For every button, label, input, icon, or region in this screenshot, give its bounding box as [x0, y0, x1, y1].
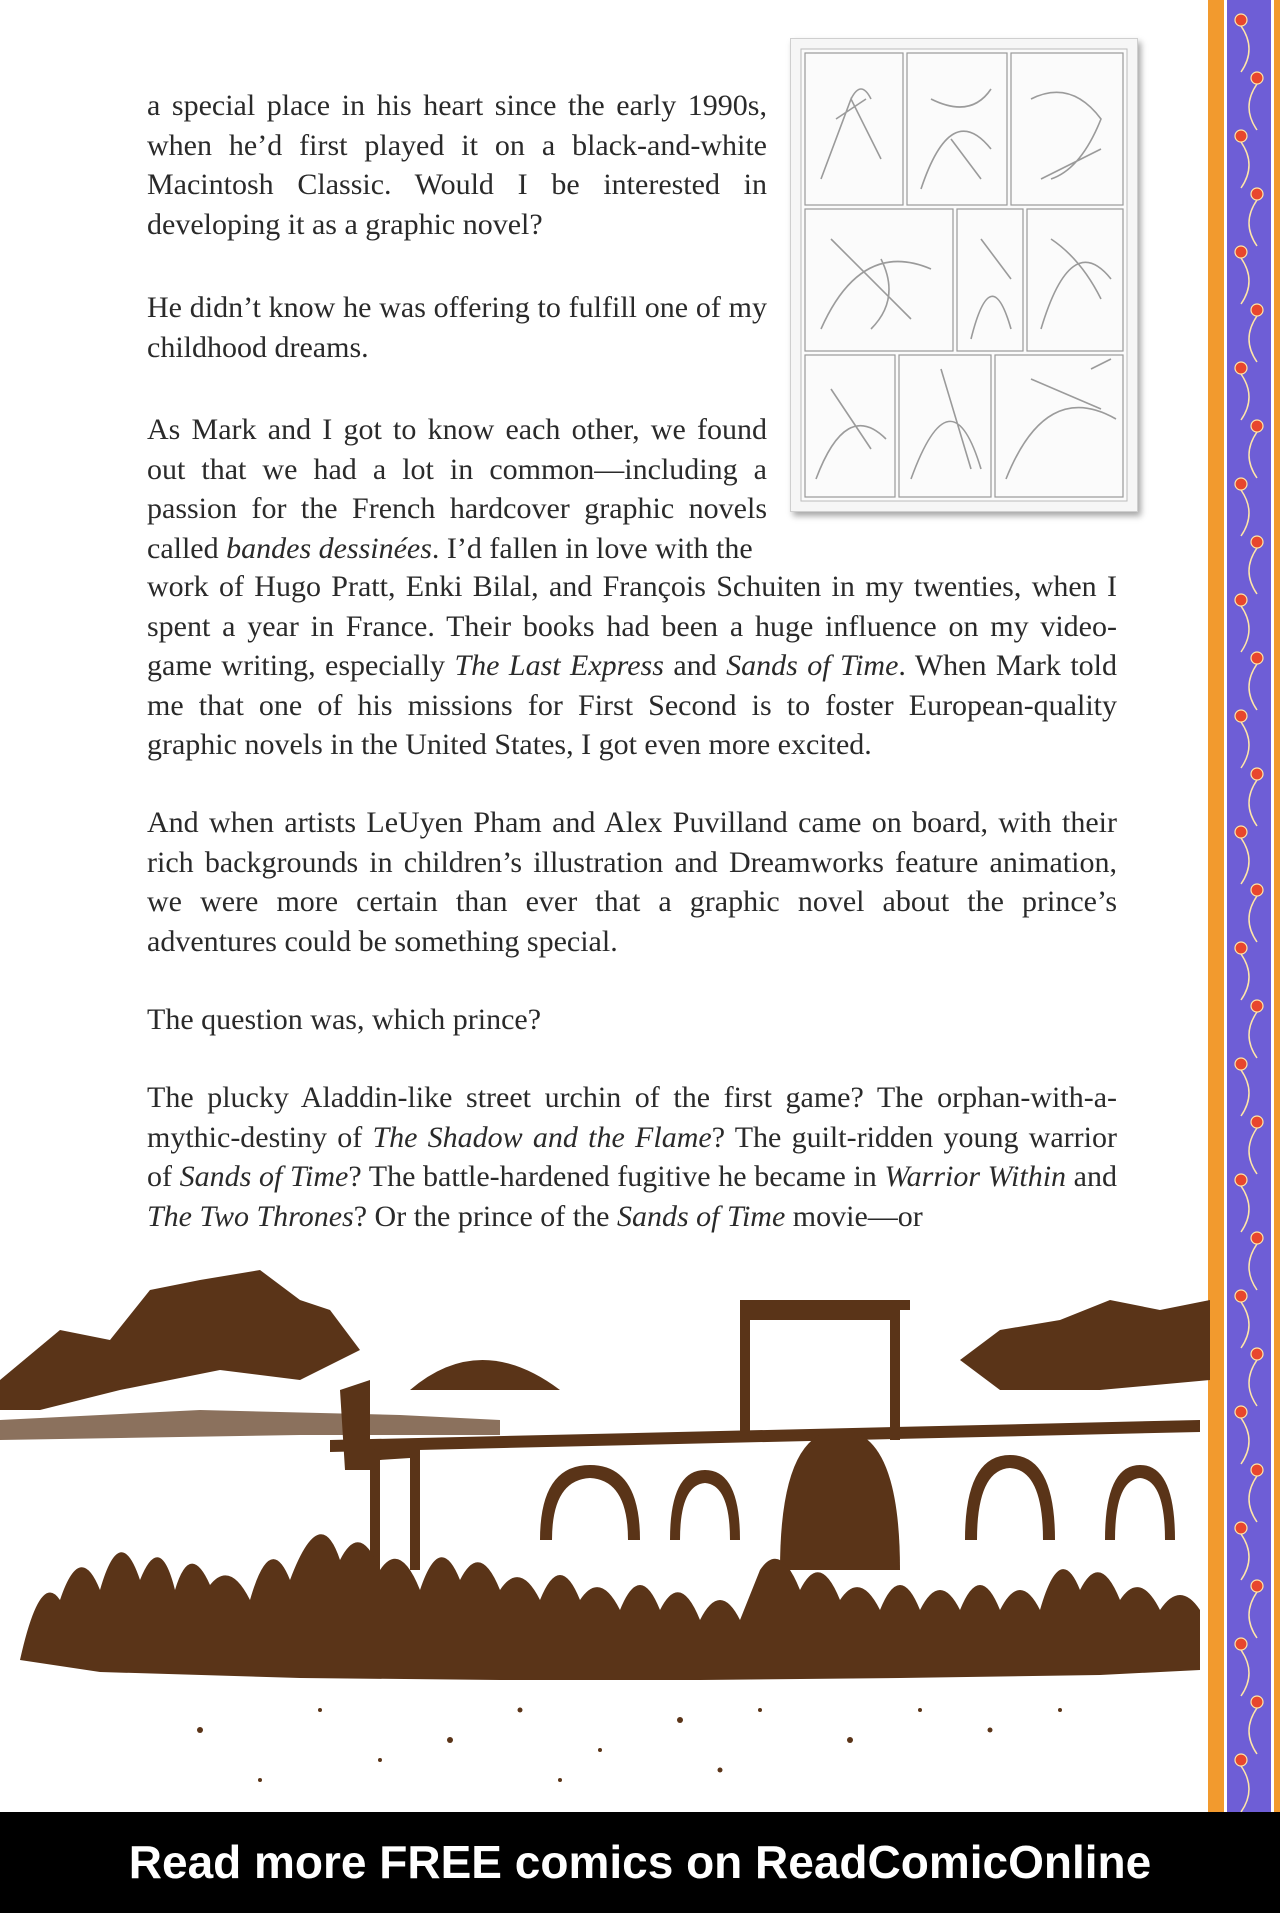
border-flower	[1235, 130, 1247, 142]
border-vine	[1241, 1418, 1249, 1464]
paragraph-6-italic-5: Sands of Time	[616, 1199, 786, 1233]
border-vine	[1241, 1302, 1249, 1348]
paragraph-6-text-b: ? The guilt-ridden young warrior of	[147, 1120, 1117, 1193]
border-vine	[1249, 664, 1257, 710]
border-flower	[1235, 1290, 1247, 1302]
border-flower	[1251, 188, 1263, 200]
border-flower	[1235, 826, 1247, 838]
paragraph-1: a special place in his heart since the early 1990s, when he’d first played it on a black-and-white Macintosh Classic. Would I be interested in developing it as a graphic novel?	[147, 89, 767, 241]
paragraph-2: He didn’t know he was offering to fulfill one of my childhood dreams.	[147, 291, 767, 364]
border-vine	[1249, 316, 1257, 362]
border-flower	[1251, 1464, 1263, 1476]
border-vine	[1249, 1708, 1257, 1754]
border-vine	[1241, 954, 1249, 1000]
border-flower	[1251, 1116, 1263, 1128]
ink-landscape-illustration	[0, 1240, 1210, 1812]
paragraph-6-italic-1: The Shadow and the Flame	[372, 1120, 712, 1154]
border-flower	[1251, 1348, 1263, 1360]
border-vine	[1249, 548, 1257, 594]
paragraph-6-text-f: movie—or	[785, 1199, 923, 1233]
paragraph-4: And when artists LeUyen Pham and Alex Puvilland came on board, with their rich backgrounds in children’s illustration and Dreamworks feature animation, we were more certain than ever that a graphic novel about the prince’s adventures could be something special.	[147, 806, 1117, 958]
border-flower	[1251, 1000, 1263, 1012]
border-vine	[1241, 838, 1249, 884]
paragraph-6-text-e: ? Or the prince of the	[353, 1199, 617, 1233]
paragraph-6-text-d: and	[1066, 1160, 1117, 1193]
paragraph-3b-italic-2: Sands of Time	[726, 649, 899, 682]
border-flower	[1235, 362, 1247, 374]
border-flower	[1251, 304, 1263, 316]
paragraph-3-continued	[147, 567, 1117, 765]
border-vine	[1241, 142, 1249, 188]
paragraph-3-italic: bandes dessinées	[226, 531, 432, 565]
paragraph-3b-text-a: work of Hugo Pratt, Enki Bilal, and François Schuiten in my twenties, when I spent a year in France. Their books had been a huge influence on my video-game writing, especially	[147, 570, 1117, 682]
border-vine	[1241, 606, 1249, 652]
border-vine	[1249, 1592, 1257, 1638]
paragraph-3b-text-c: . When Mark told me that one of his missions for First Second is to foster European-quality graphic novels in the United States, I got even more excited.	[147, 649, 1118, 761]
border-flower	[1235, 1058, 1247, 1070]
border-flower	[1235, 1406, 1247, 1418]
border-flower	[1235, 710, 1247, 722]
border-vine	[1241, 1650, 1249, 1696]
border-vine	[1249, 432, 1257, 478]
border-vine	[1241, 722, 1249, 768]
border-flower	[1251, 1696, 1263, 1708]
paragraph-3	[147, 410, 767, 568]
paragraph-5: The question was, which prince?	[147, 1003, 542, 1036]
border-vine	[1249, 84, 1257, 130]
border-flower	[1235, 1754, 1247, 1766]
paragraph-3b-italic-1: The Last Express	[454, 649, 664, 682]
border-flower	[1251, 536, 1263, 548]
border-vine	[1241, 1766, 1249, 1812]
border-vine	[1241, 1534, 1249, 1580]
border-vine	[1249, 1012, 1257, 1058]
border-flower	[1251, 72, 1263, 84]
promo-banner[interactable]: Read more FREE comics on ReadComicOnline	[0, 1812, 1280, 1913]
border-vine	[1249, 1476, 1257, 1522]
border-flower	[1251, 652, 1263, 664]
border-vine	[1249, 200, 1257, 246]
border-vine	[1241, 490, 1249, 536]
border-flower	[1251, 1232, 1263, 1244]
border-vine	[1241, 1186, 1249, 1232]
border-flower	[1251, 884, 1263, 896]
border-vine	[1241, 258, 1249, 304]
border-flower	[1251, 1580, 1263, 1592]
paragraph-6	[147, 1078, 1117, 1236]
border-vine	[1249, 1244, 1257, 1290]
paragraph-6-text-a: The plucky Aladdin-like street urchin of the first game? The orphan-with-a-mythic-destiny of	[147, 1081, 1117, 1154]
paragraph-6-italic-4: The Two Thrones	[147, 1199, 354, 1233]
paragraph-6-italic-2: Sands of Time	[179, 1160, 349, 1193]
border-vine	[1249, 896, 1257, 942]
border-flower	[1235, 942, 1247, 954]
border-vine	[1241, 1070, 1249, 1116]
border-vine	[1249, 1360, 1257, 1406]
border-flower	[1235, 1174, 1247, 1186]
border-flower	[1235, 246, 1247, 258]
border-flower	[1235, 1522, 1247, 1534]
border-vine	[1249, 1128, 1257, 1174]
paragraph-6-italic-3: Warrior Within	[884, 1160, 1067, 1193]
paragraph-3b-text-b: and	[663, 649, 727, 682]
pencil-sketch-thumbnail	[790, 38, 1138, 512]
border-vine	[1241, 26, 1249, 72]
border-vine	[1241, 374, 1249, 420]
border-flower	[1235, 594, 1247, 606]
paragraph-6-text-c: ? The battle-hardened fugitive he became in	[348, 1160, 885, 1193]
border-flower	[1251, 768, 1263, 780]
decorative-border-floral	[1224, 0, 1274, 1812]
border-vine	[1249, 780, 1257, 826]
paragraph-3-text-a: As Mark and I got to know each other, we found out that we had a lot in common—including a passion for the French hardcover graphic novels called	[147, 413, 767, 565]
border-flower	[1235, 1638, 1247, 1650]
border-flower	[1251, 420, 1263, 432]
paragraph-3-text-b: . I’d fallen in love with the	[431, 531, 753, 565]
border-flower	[1235, 14, 1247, 26]
border-flower	[1235, 478, 1247, 490]
